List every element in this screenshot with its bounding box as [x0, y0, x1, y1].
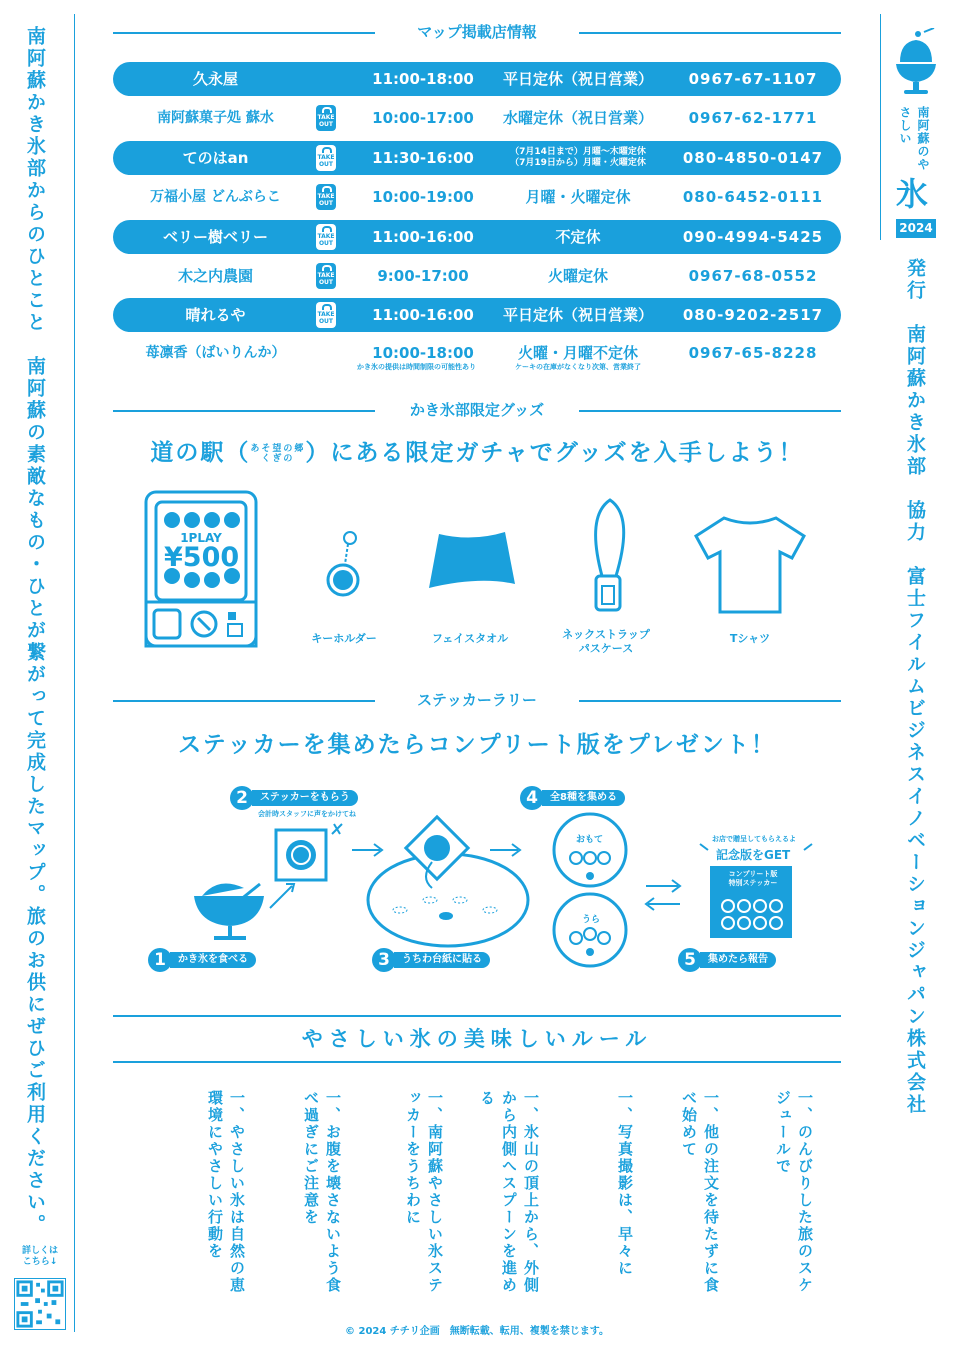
takeout-icon: TAKE OUT: [316, 145, 336, 171]
shop-row: [113, 180, 841, 214]
step-label: 全8種を集める: [542, 790, 625, 806]
shop-phone[interactable]: 0967-68-0552: [688, 267, 818, 285]
shop-phone[interactable]: 090-4994-5425: [682, 228, 824, 246]
goods-headline-end: ）にある限定ガチャでグッズを入手しよう！: [305, 440, 804, 466]
step-number-badge: 5: [678, 948, 702, 972]
step-number-badge: 4: [520, 786, 544, 810]
shop-closed-days: 月曜・火曜定休: [525, 188, 631, 206]
shop-closed-days: 水曜定休（祝日営業）: [502, 109, 653, 127]
shop-hours: 10:00-19:00: [372, 188, 474, 206]
shop-row: [113, 101, 841, 135]
credits: [902, 258, 929, 1318]
shop-phone[interactable]: 080-9202-2517: [682, 306, 824, 324]
front-label: おもて: [576, 835, 604, 845]
section-header-shops: [113, 22, 841, 42]
shop-name: 南阿蘇菓子処 蘇水: [157, 110, 274, 126]
goods-item-label: Tシャツ: [729, 632, 771, 645]
shop-hours: 10:00-18:00: [372, 344, 474, 362]
section-title: マップ掲載店情報: [417, 23, 537, 41]
shop-row: [113, 336, 841, 370]
rule-item: 一、写真撮影は、早々に: [616, 1090, 634, 1277]
goods-headline-start: 道の駅（: [150, 440, 251, 466]
rule-item: 一、やさしい氷は自然の恵環境にやさしい行動を: [206, 1090, 246, 1294]
step2-note: 会計時スタッフに声をかけてね: [258, 810, 356, 818]
takeout-icon: TAKE OUT: [316, 105, 336, 131]
shop-hours: 11:00-16:00: [372, 306, 474, 324]
goods-item-label: フェイスタオル: [431, 632, 509, 645]
shop-name: 久永屋: [192, 70, 238, 88]
takeout-icon: TAKE OUT: [316, 302, 336, 328]
gift-note: お店で贈呈してもらえるよ: [712, 835, 796, 843]
shop-row: [113, 259, 841, 293]
shop-closed-days: 火曜・月曜不定休: [517, 344, 638, 362]
shop-closed-days: （7月14日まで）月曜〜木曜定休 （7月19日から）月曜・火曜定休: [510, 147, 646, 168]
title-logo: [884, 14, 946, 240]
goods-headline: [113, 434, 841, 467]
shop-phone[interactable]: 0967-67-1107: [688, 70, 818, 88]
shop-phone[interactable]: 0967-65-8228: [688, 344, 818, 362]
neck-strap-icon: [584, 496, 636, 614]
more-info-label: 詳しくは こちら↓: [21, 1246, 58, 1267]
rule-item: 一、お腹を壊さないよう食べ過ぎにご注意を: [302, 1090, 342, 1294]
shop-hours: 10:00-17:00: [372, 109, 474, 127]
cooperation-label: 協力: [904, 500, 926, 544]
shop-phone[interactable]: 080-6452-0111: [682, 188, 824, 206]
back-label: うら: [582, 915, 601, 925]
goods-headline-ruby: [250, 444, 305, 464]
shop-row: [113, 298, 841, 332]
rule-item: 一、南阿蘇やさしい氷ステッカーをうちわに: [404, 1090, 444, 1294]
gacha-play-label: 1PLAY: [180, 531, 222, 545]
section-title: かき氷部限定グッズ: [409, 401, 545, 419]
hours-note: かき氷の提供は時間制限の可能性あり: [357, 363, 476, 371]
qr-code-icon[interactable]: [14, 1278, 66, 1330]
publisher-label: 発行: [904, 258, 926, 302]
publisher-name: 南阿蘇かき氷部: [904, 324, 926, 478]
face-towel-icon: [427, 528, 517, 592]
intro-message: 南阿蘇かき氷部からのひとこと 南阿蘇の素敵なもの・ひとが繋がって完成したマップ。旅のお供にぜひご利用ください。: [24, 26, 46, 1236]
logo-title: 氷: [896, 175, 929, 213]
shop-name: てのはan: [182, 149, 249, 167]
rules-title: やさしい氷の美味しいルール: [113, 1015, 841, 1063]
goods-item-label: キーホルダー: [311, 632, 377, 645]
shop-name: 万福小屋 どんぶらこ: [150, 189, 281, 205]
keyholder-icon: [326, 528, 360, 598]
closed-note: ケーキの在庫がなくなり次第、営業終了: [515, 363, 641, 371]
step-label: かき氷を食べる: [170, 952, 256, 968]
rule-item: 一、他の注文を待たずに食べ始めて: [680, 1090, 720, 1294]
shop-closed-days: 不定休: [555, 228, 601, 246]
goods-item-label: ネックストラップ パスケース: [562, 628, 650, 655]
logo-year-badge: 2024: [896, 219, 936, 238]
shop-hours: 11:30-16:00: [372, 149, 474, 167]
section-header-goods: [113, 400, 841, 420]
logo-subtitle: 南阿蘇のやさしい: [898, 106, 930, 171]
shop-phone[interactable]: 0967-62-1771: [688, 109, 818, 127]
step-number-badge: 1: [148, 948, 172, 972]
shop-row: [113, 220, 841, 254]
shop-phone[interactable]: 080-4850-0147: [682, 149, 824, 167]
shop-name: 苺凛香（ばいりんか）: [145, 345, 286, 361]
step-label: ステッカーをもらう: [252, 790, 358, 806]
rule-item: 一、氷山の頂上から、外側から内側へスプーンを進める: [478, 1090, 540, 1294]
complete-sticker-label: コンプリート版 特別ステッカー: [728, 870, 778, 887]
takeout-icon: TAKE OUT: [316, 224, 336, 250]
left-divider: [74, 14, 75, 1332]
step-number-badge: 2: [230, 786, 254, 810]
shop-closed-days: 火曜定休: [547, 267, 608, 285]
shop-name: ベリー樹ベリー: [162, 228, 268, 246]
ruby-bottom: くぎの: [261, 453, 295, 464]
shop-closed-days: 平日定休（祝日営業）: [502, 70, 653, 88]
ruby-top: あそ望の郷: [250, 443, 306, 454]
shop-hours: 11:00-18:00: [372, 70, 474, 88]
takeout-icon: TAKE OUT: [316, 184, 336, 210]
step-label: うちわ台紙に貼る: [394, 952, 490, 968]
shop-hours: 11:00-16:00: [372, 228, 474, 246]
step-label: 集めたら報告: [700, 952, 776, 968]
shop-closed-days: 平日定休（祝日営業）: [502, 306, 653, 324]
section-header-rally: [113, 690, 841, 710]
shop-row: [113, 141, 841, 175]
t-shirt-icon: [694, 512, 806, 616]
gacha-price: ¥500: [164, 542, 240, 573]
shop-row: [113, 62, 841, 96]
cooperation-name: 富士フイルムビジネスイノベーションジャパン株式会社: [904, 566, 926, 1116]
step-number-badge: 3: [372, 948, 396, 972]
rally-headline: ステッカーを集めたらコンプリート版をプレゼント！: [178, 732, 776, 758]
shop-name: 晴れるや: [185, 306, 246, 324]
shop-hours: 9:00-17:00: [377, 267, 469, 285]
shop-name: 木之内農園: [177, 267, 253, 285]
shaved-ice-cup-icon: [894, 28, 938, 98]
gift-label: 記念版をGET: [716, 848, 791, 862]
takeout-icon: TAKE OUT: [316, 263, 336, 289]
copyright: © 2024 チチリ企画 無断転載、転用、複製を禁じます。: [345, 1326, 609, 1337]
section-title: ステッカーラリー: [417, 691, 537, 709]
rule-item: 一、のんびりした旅のスケジュールで: [774, 1090, 814, 1294]
right-divider: [880, 14, 881, 240]
